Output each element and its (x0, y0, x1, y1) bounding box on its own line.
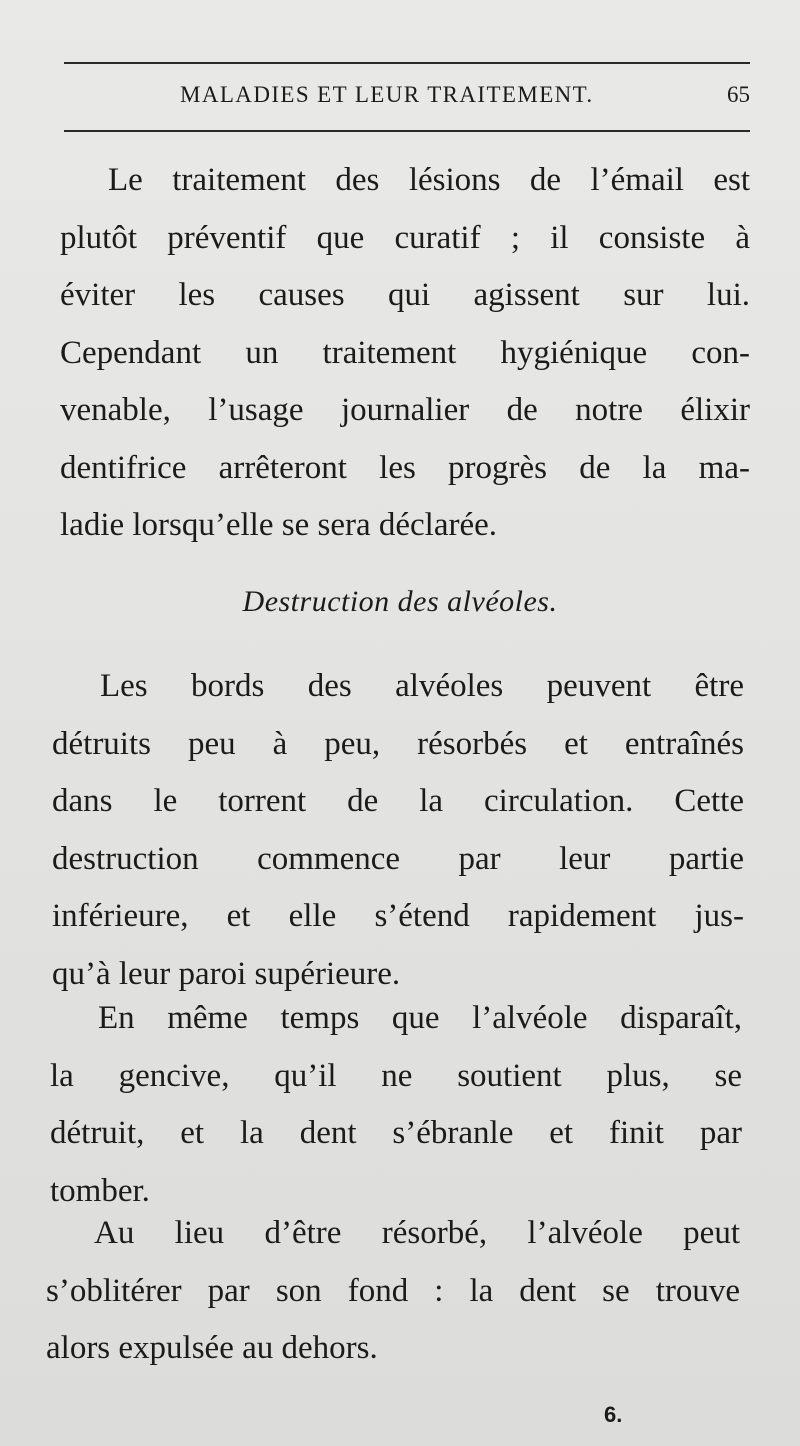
text-line: dentifrice arrêteront les progrès de la ma- (60, 449, 750, 486)
paragraph-alveole-destruction (52, 658, 744, 1003)
text-line: tomber. (50, 1172, 150, 1209)
text-line: éviter les causes qui agissent sur lui. (60, 277, 750, 313)
text-line: Cependant un traitement hygiénique con- (60, 334, 750, 371)
running-title: MALADIES ET LEUR TRAITEMENT. (180, 82, 594, 107)
header-rule-top (64, 62, 750, 64)
text-line: alors expulsée au dehors. (46, 1330, 378, 1366)
text-line: destruction commence par leur partie (52, 840, 744, 877)
text-line: dans le torrent de la circulation. Cette (52, 783, 744, 819)
paragraph-obliteration (46, 1205, 740, 1378)
text-line: En même temps que l’alvéole disparaît, (98, 1000, 742, 1036)
text-line: la gencive, qu’il ne soutient plus, se (50, 1057, 742, 1094)
running-head (64, 78, 750, 114)
text-line: détruits peu à peu, résorbés et entraînés (52, 725, 744, 762)
header-rule-bottom (64, 130, 750, 132)
page-number: 65 (727, 82, 750, 107)
text-line: Les bords des alvéoles peuvent être (100, 668, 744, 704)
text-line: Au lieu d’être résorbé, l’alvéole peut (94, 1215, 740, 1251)
paragraph-enamel-treatment (60, 152, 750, 555)
text-line: ladie lorsqu’elle se sera déclarée. (60, 507, 498, 543)
text-line: Le traitement des lésions de l’émail est (108, 162, 750, 198)
text-line: détruit, et la dent s’ébranle et finit par (50, 1115, 742, 1151)
text-line: s’oblitérer par son fond : la dent se trouve (46, 1272, 740, 1309)
text-line: plutôt préventif que curatif ; il consiste à (60, 219, 750, 256)
signature-mark: 6. (604, 1402, 623, 1427)
section-heading: Destruction des alvéoles. (242, 585, 558, 618)
paragraph-gum-destruction (50, 990, 742, 1220)
text-line: venable, l’usage journalier de notre élixir (60, 392, 750, 428)
text-line: qu’à leur paroi supérieure. (52, 955, 401, 992)
text-line: inférieure, et elle s’étend rapidement jus- (52, 898, 744, 934)
